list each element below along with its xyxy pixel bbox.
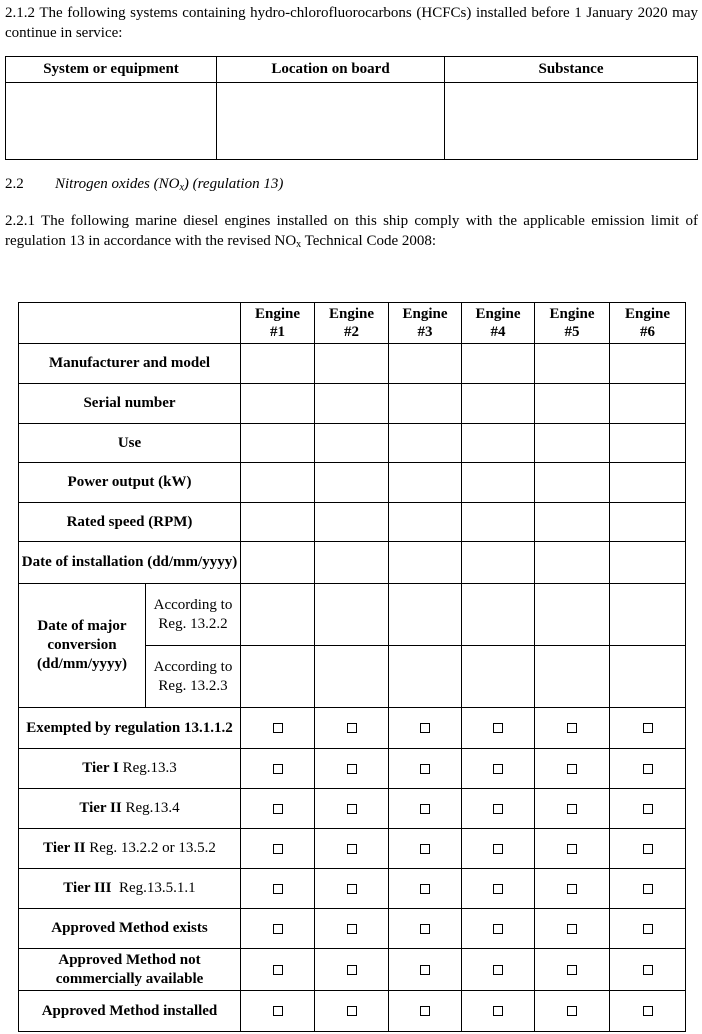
data-cell[interactable] [535, 463, 610, 503]
row-label: Approved Method not commercially available [19, 949, 241, 991]
checkbox[interactable] [643, 884, 653, 894]
data-cell[interactable] [241, 463, 315, 503]
checkbox-cell [535, 829, 610, 869]
data-cell[interactable] [535, 646, 610, 708]
checkbox[interactable] [567, 965, 577, 975]
checkbox[interactable] [420, 884, 430, 894]
data-cell[interactable] [315, 542, 389, 584]
title-part: ) (regulation 13) [183, 176, 284, 192]
row-am-not-available [19, 949, 686, 991]
engine-label: Engine [254, 306, 300, 322]
row-am-exists [19, 909, 686, 949]
location-cell[interactable] [217, 83, 445, 160]
checkbox[interactable] [493, 924, 503, 934]
checkbox-cell [241, 949, 315, 991]
hcfc-table [5, 56, 698, 160]
checkbox[interactable] [347, 1006, 357, 1016]
checkbox[interactable] [493, 965, 503, 975]
checkbox-cell [241, 749, 315, 789]
section-number: 2.1.2 [5, 5, 35, 21]
tier-name: Tier II [79, 800, 122, 816]
data-cell[interactable] [610, 503, 686, 542]
header-location-on-board: Location on board [217, 57, 445, 83]
row-label: Use [19, 424, 241, 463]
data-cell[interactable] [610, 584, 686, 646]
engine-number: #5 [564, 324, 580, 340]
row-power [19, 463, 686, 503]
checkbox-cell [610, 749, 686, 789]
section-number: 2.2.1 [5, 213, 35, 229]
checkbox-cell [610, 909, 686, 949]
data-cell[interactable] [610, 463, 686, 503]
checkbox-cell [610, 708, 686, 749]
data-cell[interactable] [535, 384, 610, 424]
data-cell[interactable] [535, 542, 610, 584]
checkbox[interactable] [567, 764, 577, 774]
section-text: The following marine diesel engines installed on this ship comply with the applicable emission limit of regulation 13 in accordance with the revised NO [5, 213, 699, 249]
checkbox-cell [462, 789, 535, 829]
data-cell[interactable] [315, 646, 389, 708]
data-cell[interactable] [315, 344, 389, 384]
data-cell[interactable] [315, 424, 389, 463]
data-cell[interactable] [610, 384, 686, 424]
row-label: Approved Method exists [19, 909, 241, 949]
section-2-1-2 [5, 3, 698, 43]
checkbox[interactable] [420, 844, 430, 854]
checkbox-cell [315, 949, 389, 991]
checkbox[interactable] [420, 804, 430, 814]
data-cell[interactable] [535, 503, 610, 542]
row-exempted [19, 708, 686, 749]
checkbox[interactable] [420, 764, 430, 774]
row-use [19, 424, 686, 463]
section-number: 2.2 [5, 176, 24, 192]
checkbox-cell [462, 749, 535, 789]
engine-label: Engine [549, 306, 595, 322]
section-2-2-heading [5, 174, 698, 194]
checkbox-cell [535, 749, 610, 789]
engine-3-header [389, 303, 462, 344]
system-cell[interactable] [6, 83, 217, 160]
tier-reg: Reg. 13.2.2 or 13.5.2 [85, 840, 216, 856]
data-cell[interactable] [315, 584, 389, 646]
checkbox[interactable] [643, 804, 653, 814]
row-tier-2-alt [19, 829, 686, 869]
checkbox-cell [315, 909, 389, 949]
checkbox-cell [389, 829, 462, 869]
checkbox-cell [315, 829, 389, 869]
checkbox-cell [462, 708, 535, 749]
checkbox[interactable] [420, 723, 430, 733]
checkbox[interactable] [273, 884, 283, 894]
data-cell[interactable] [241, 584, 315, 646]
checkbox[interactable] [273, 844, 283, 854]
title-part: Nitrogen oxides (NO [55, 176, 180, 192]
checkbox-cell [462, 869, 535, 909]
row-tier-1 [19, 749, 686, 789]
checkbox[interactable] [493, 804, 503, 814]
row-speed [19, 503, 686, 542]
data-cell[interactable] [315, 384, 389, 424]
checkbox-cell [462, 909, 535, 949]
checkbox[interactable] [643, 723, 653, 733]
checkbox-cell [535, 991, 610, 1032]
row-label: Date of installation (dd/mm/yyyy) [19, 542, 241, 584]
checkbox-cell [315, 708, 389, 749]
checkbox[interactable] [493, 723, 503, 733]
row-tier-2 [19, 789, 686, 829]
checkbox-cell [389, 789, 462, 829]
engine-number: #6 [640, 324, 655, 340]
header-system-or-equipment: System or equipment [6, 57, 217, 83]
engine-4-header [462, 303, 535, 344]
checkbox[interactable] [273, 1006, 283, 1016]
data-cell[interactable] [389, 384, 462, 424]
checkbox[interactable] [567, 884, 577, 894]
checkbox[interactable] [567, 723, 577, 733]
tier-name: Tier III [63, 880, 112, 896]
data-cell[interactable] [389, 542, 462, 584]
data-cell[interactable] [535, 424, 610, 463]
section-text-end: Technical Code 2008: [301, 233, 437, 249]
header-substance: Substance [445, 57, 698, 83]
checkbox[interactable] [347, 723, 357, 733]
sub-label-reg-13-2-3: According to Reg. 13.2.3 [146, 646, 241, 708]
checkbox-cell [535, 869, 610, 909]
corner-cell [19, 303, 241, 344]
checkbox-cell [315, 869, 389, 909]
data-cell[interactable] [241, 384, 315, 424]
row-manufacturer [19, 344, 686, 384]
checkbox[interactable] [347, 924, 357, 934]
checkbox[interactable] [567, 844, 577, 854]
row-label: Manufacturer and model [19, 344, 241, 384]
tier-name: Tier I [82, 760, 119, 776]
row-major-conversion-1322 [19, 584, 686, 646]
row-installation [19, 542, 686, 584]
checkbox-cell [610, 829, 686, 869]
text-subscript: x [296, 239, 302, 250]
checkbox[interactable] [347, 965, 357, 975]
checkbox-cell [241, 909, 315, 949]
checkbox[interactable] [347, 764, 357, 774]
data-cell[interactable] [241, 344, 315, 384]
checkbox-cell [241, 869, 315, 909]
row-label: Rated speed (RPM) [19, 503, 241, 542]
checkbox[interactable] [567, 804, 577, 814]
checkbox-cell [610, 991, 686, 1032]
data-cell[interactable] [462, 584, 535, 646]
row-label [19, 789, 241, 829]
tier-reg: Reg.13.3 [118, 760, 177, 776]
engine-1-header [241, 303, 315, 344]
checkbox-cell [610, 869, 686, 909]
checkbox[interactable] [420, 924, 430, 934]
engine-label: Engine [624, 306, 670, 322]
checkbox[interactable] [273, 804, 283, 814]
row-label-major-conversion: Date of major conversion (dd/mm/yyyy) [19, 584, 146, 708]
checkbox-cell [241, 829, 315, 869]
checkbox-cell [462, 829, 535, 869]
checkbox[interactable] [643, 965, 653, 975]
engine-table [18, 302, 686, 1032]
substance-cell[interactable] [445, 83, 698, 160]
engine-number: #4 [490, 324, 506, 340]
checkbox-cell [462, 991, 535, 1032]
data-cell[interactable] [610, 542, 686, 584]
data-cell[interactable] [462, 503, 535, 542]
data-cell[interactable] [610, 424, 686, 463]
checkbox-cell [610, 949, 686, 991]
checkbox-cell [315, 991, 389, 1032]
checkbox[interactable] [493, 844, 503, 854]
section-title [55, 176, 283, 192]
row-label [19, 829, 241, 869]
checkbox[interactable] [273, 764, 283, 774]
data-cell[interactable] [315, 503, 389, 542]
data-cell[interactable] [389, 584, 462, 646]
checkbox[interactable] [273, 965, 283, 975]
checkbox[interactable] [347, 884, 357, 894]
data-cell[interactable] [241, 424, 315, 463]
engine-6-header [610, 303, 686, 344]
data-cell[interactable] [462, 384, 535, 424]
tier-reg: Reg.13.4 [121, 800, 180, 816]
engine-label: Engine [328, 306, 374, 322]
engine-label: Engine [402, 306, 448, 322]
row-label [19, 869, 241, 909]
checkbox[interactable] [420, 1006, 430, 1016]
checkbox-cell [389, 991, 462, 1032]
row-label: Approved Method installed [19, 991, 241, 1032]
checkbox[interactable] [273, 723, 283, 733]
section-text: The following systems containing hydro-chlorofluorocarbons (HCFCs) installed before 1 January 2020 may continue in service: [5, 5, 699, 41]
checkbox-cell [535, 909, 610, 949]
title-subscript: x [179, 182, 184, 193]
checkbox[interactable] [273, 924, 283, 934]
data-cell[interactable] [315, 463, 389, 503]
data-cell[interactable] [535, 344, 610, 384]
checkbox-cell [535, 789, 610, 829]
checkbox[interactable] [643, 764, 653, 774]
checkbox[interactable] [347, 844, 357, 854]
data-cell[interactable] [389, 424, 462, 463]
engine-number: #1 [270, 324, 285, 340]
checkbox[interactable] [643, 844, 653, 854]
checkbox[interactable] [420, 965, 430, 975]
row-label [19, 749, 241, 789]
row-label: Power output (kW) [19, 463, 241, 503]
checkbox-cell [315, 789, 389, 829]
checkbox-cell [389, 708, 462, 749]
data-cell[interactable] [241, 646, 315, 708]
checkbox-cell [315, 749, 389, 789]
checkbox[interactable] [643, 1006, 653, 1016]
checkbox[interactable] [493, 764, 503, 774]
engine-label: Engine [475, 306, 521, 322]
checkbox[interactable] [567, 924, 577, 934]
checkbox-cell [462, 949, 535, 991]
data-cell[interactable] [610, 646, 686, 708]
engine-5-header [535, 303, 610, 344]
data-cell[interactable] [610, 344, 686, 384]
data-cell[interactable] [462, 646, 535, 708]
sub-label-reg-13-2-2: According to Reg. 13.2.2 [146, 584, 241, 646]
data-cell[interactable] [241, 503, 315, 542]
row-serial [19, 384, 686, 424]
checkbox[interactable] [493, 884, 503, 894]
data-cell[interactable] [241, 542, 315, 584]
tier-name: Tier II [43, 840, 86, 856]
section-2-2-1 [5, 211, 698, 251]
data-cell[interactable] [462, 424, 535, 463]
checkbox-cell [241, 708, 315, 749]
checkbox[interactable] [493, 1006, 503, 1016]
data-cell[interactable] [389, 646, 462, 708]
engine-number: #2 [344, 324, 359, 340]
engine-number: #3 [417, 324, 433, 340]
data-cell[interactable] [462, 542, 535, 584]
checkbox-cell [389, 869, 462, 909]
row-label: Serial number [19, 384, 241, 424]
data-cell[interactable] [389, 503, 462, 542]
data-cell[interactable] [389, 344, 462, 384]
checkbox-cell [389, 749, 462, 789]
checkbox[interactable] [347, 804, 357, 814]
tier-reg: Reg.13.5.1.1 [111, 880, 196, 896]
row-tier-3 [19, 869, 686, 909]
engine-2-header [315, 303, 389, 344]
row-am-installed [19, 991, 686, 1032]
data-cell[interactable] [535, 584, 610, 646]
data-cell[interactable] [462, 344, 535, 384]
checkbox-cell [610, 789, 686, 829]
row-label: Exempted by regulation 13.1.1.2 [19, 708, 241, 749]
data-cell[interactable] [462, 463, 535, 503]
checkbox-cell [535, 708, 610, 749]
checkbox-cell [535, 949, 610, 991]
checkbox[interactable] [643, 924, 653, 934]
checkbox-cell [389, 949, 462, 991]
checkbox[interactable] [567, 1006, 577, 1016]
checkbox-cell [241, 991, 315, 1032]
data-cell[interactable] [389, 463, 462, 503]
checkbox-cell [241, 789, 315, 829]
checkbox-cell [389, 909, 462, 949]
